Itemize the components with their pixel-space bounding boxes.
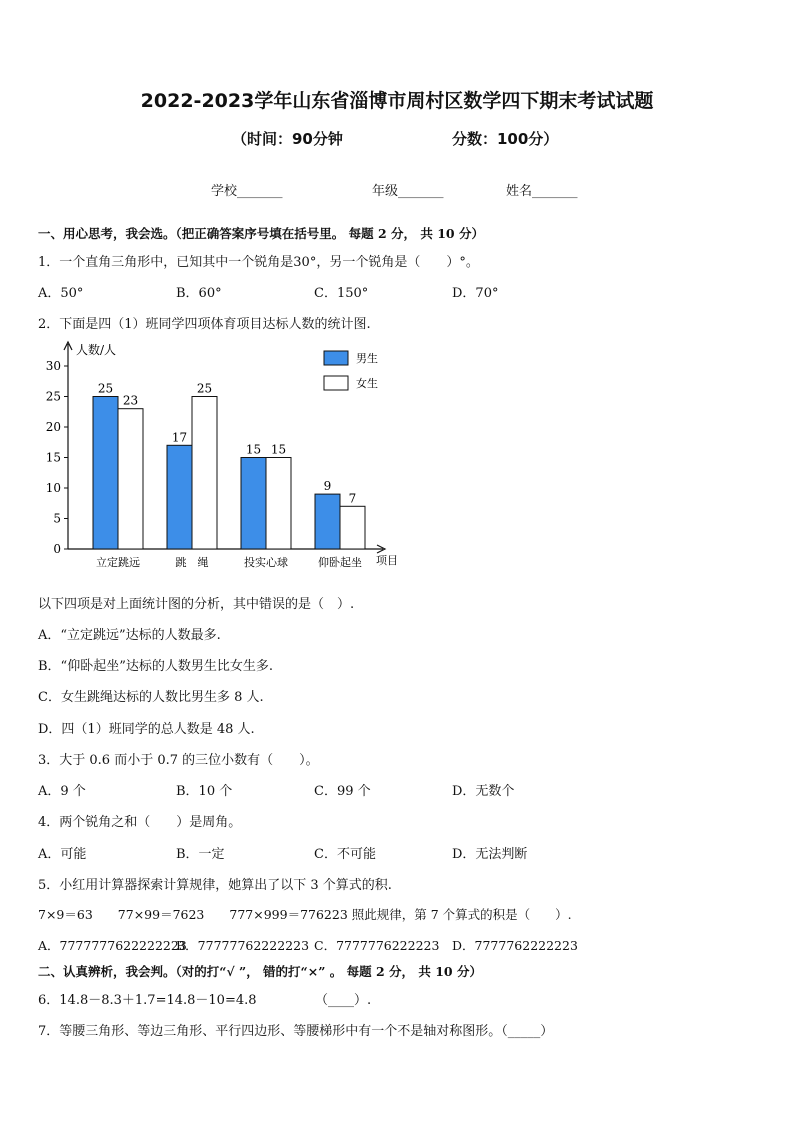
y-tick-label: 15 <box>45 450 61 465</box>
q1-option-b: B．60° <box>176 286 222 301</box>
q2-option-b: B．“仰卧起坐”达标的人数男生比女生多. <box>38 659 273 674</box>
grade-field: 年级_______ <box>372 184 444 199</box>
bar-chart <box>38 336 408 572</box>
section-1-heading: 一、用心思考，我会选。（把正确答案序号填在括号里。 每题 2 分， 共 10 分） <box>38 226 484 241</box>
category-label: 跳 绳 <box>175 556 209 569</box>
bar-value-label: 25 <box>97 381 114 396</box>
legend-swatch <box>324 376 348 390</box>
q3-option-d: D．无数个 <box>452 784 515 799</box>
q5-option-a: A．7777777622222223 <box>38 938 187 953</box>
y-tick-label: 30 <box>45 359 61 373</box>
bar-chart-svg <box>38 336 408 572</box>
y-tick-label: 20 <box>45 420 61 434</box>
q3-option-c: C．99 个 <box>314 784 371 799</box>
bar-girls <box>266 458 291 550</box>
q4-option-c: C．不可能 <box>314 847 376 862</box>
question-7: 7．等腰三角形、等边三角形、平行四边形、等腰梯形中有一个不是轴对称图形。（_____） <box>38 1024 554 1039</box>
category-label: 投实心球 <box>244 556 288 569</box>
question-3: 3．大于 0.6 而小于 0.7 的三位小数有（ ）。 <box>38 753 319 768</box>
question-1: 1．一个直角三角形中，已知其中一个锐角是30°，另一个锐角是（ ）°。 <box>38 255 479 270</box>
bar-boys <box>241 458 266 550</box>
legend-label: 男生 <box>356 352 378 365</box>
question-2: 2．下面是四（1）班同学四项体育项目达标人数的统计图. <box>38 317 371 332</box>
q2-option-a: A．“立定跳远”达标的人数最多. <box>38 628 221 643</box>
bar-value-label: 7 <box>348 491 357 506</box>
q4-option-d: D．无法判断 <box>452 847 528 862</box>
q1-option-d: D．70° <box>452 286 499 301</box>
bar-boys <box>93 397 118 550</box>
bar-girls <box>192 397 217 550</box>
section-2-heading: 二、认真辨析，我会判。（对的打“√ ”， 错的打“×” 。 每题 2 分， 共 10 分） <box>38 964 482 979</box>
legend-label: 女生 <box>356 377 378 390</box>
bar-girls <box>118 409 143 549</box>
exam-score: 分数：100分） <box>452 130 559 148</box>
bar-value-label: 15 <box>270 442 287 457</box>
y-tick-label: 25 <box>45 389 61 404</box>
q2-option-c: C．女生跳绳达标的人数比男生多 8 人. <box>38 690 264 705</box>
question-5-formulas: 7×9＝63 77×99＝7623 777×999＝776223 照此规律，第 7 个算式的积是（ ）. <box>38 907 572 922</box>
q5-option-c: C．7777776222223 <box>314 938 440 953</box>
bar-girls <box>340 506 365 549</box>
y-tick-label: 0 <box>53 542 61 556</box>
school-field: 学校_______ <box>211 184 283 199</box>
q2-option-d: D．四（1）班同学的总人数是 48 人. <box>38 722 255 737</box>
bar-boys <box>315 494 340 549</box>
question-6: 6．14.8－8.3＋1.7=14.8－10=4.8 （____）. <box>38 993 372 1008</box>
name-field: 姓名_______ <box>506 184 578 199</box>
y-tick-label: 5 <box>53 511 61 526</box>
q4-option-b: B．一定 <box>176 847 225 862</box>
q1-option-a: A．50° <box>38 286 84 301</box>
page-title: 2022-2023学年山东省淄博市周村区数学四下期末考试试题 <box>140 90 654 112</box>
exam-time: （时间：90分钟 <box>232 130 343 148</box>
question-5: 5．小红用计算器探索计算规律，她算出了以下 3 个算式的积. <box>38 878 392 893</box>
bar-value-label: 9 <box>323 479 332 494</box>
q1-option-c: C．150° <box>314 286 369 301</box>
q3-option-b: B．10 个 <box>176 784 233 799</box>
question-4: 4．两个锐角之和（ ）是周角。 <box>38 815 242 830</box>
bar-value-label: 23 <box>122 393 139 408</box>
y-axis-label: 人数/人 <box>76 343 117 357</box>
legend-swatch <box>324 351 348 365</box>
q3-option-a: A．9 个 <box>38 784 86 799</box>
category-label: 立定跳远 <box>96 556 140 569</box>
q5-option-d: D．7777762222223 <box>452 938 578 953</box>
bar-value-label: 17 <box>171 430 188 445</box>
bar-value-label: 15 <box>245 442 262 457</box>
bar-value-label: 25 <box>196 381 213 396</box>
x-axis-label: 项目 <box>376 554 398 567</box>
y-tick-label: 10 <box>45 481 61 495</box>
q4-option-a: A．可能 <box>38 847 87 862</box>
bar-boys <box>167 445 192 549</box>
category-label: 仰卧起坐 <box>318 556 362 569</box>
question-2-ask: 以下四项是对上面统计图的分析，其中错误的是（ ）. <box>38 597 355 612</box>
q5-option-b: B．77777762222223 <box>176 938 310 953</box>
